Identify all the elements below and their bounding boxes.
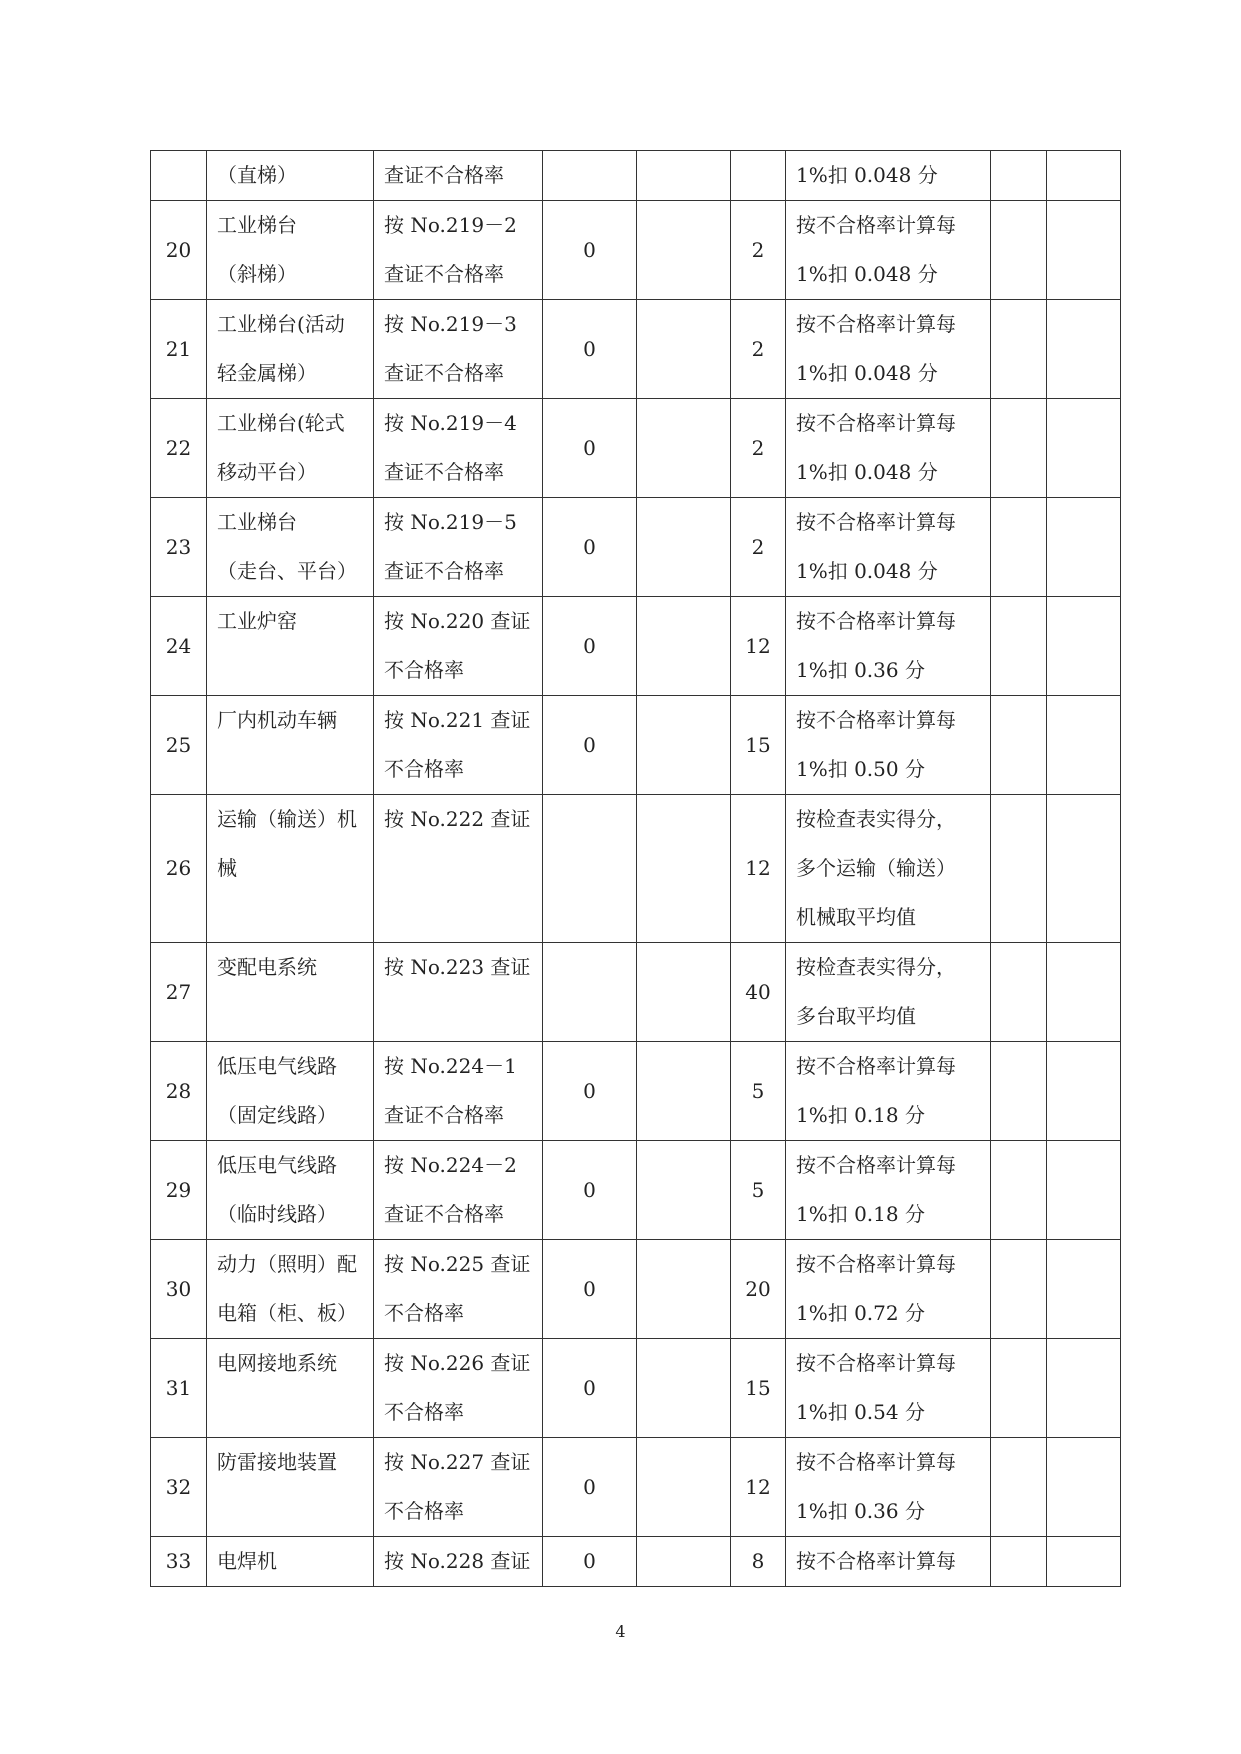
item-name [207, 696, 374, 795]
item-name-line: 厂内机动车辆 [217, 708, 337, 732]
item-name-line: 械 [217, 856, 237, 880]
empty-cell [1047, 498, 1121, 597]
empty-cell [991, 1042, 1047, 1141]
empty-cell [1047, 1042, 1121, 1141]
scoring-note-line: 1%扣 0.54 分 [796, 1400, 925, 1424]
standard-score: 12 [731, 1438, 786, 1537]
item-name-line: （斜梯） [217, 262, 297, 286]
check-method-line: 不合格率 [384, 1301, 464, 1325]
value-cell: 0 [543, 1141, 637, 1240]
value-cell [543, 151, 637, 201]
item-name-line: 工业炉窑 [217, 609, 297, 633]
value-cell [543, 795, 637, 943]
check-method [374, 151, 543, 201]
item-name [207, 1240, 374, 1339]
value-cell: 0 [543, 1438, 637, 1537]
row-number: 33 [151, 1537, 207, 1587]
empty-cell [991, 300, 1047, 399]
scoring-note [786, 1339, 991, 1438]
check-method [374, 1141, 543, 1240]
empty-cell [991, 597, 1047, 696]
scoring-note-line: 按不合格率计算每 [796, 1054, 956, 1078]
table-row [151, 597, 1121, 696]
scoring-note [786, 1141, 991, 1240]
empty-cell [991, 498, 1047, 597]
scoring-note-line: 1%扣 0.048 分 [796, 163, 938, 187]
scoring-note-line: 按不合格率计算每 [796, 609, 956, 633]
scoring-note [786, 498, 991, 597]
row-number: 20 [151, 201, 207, 300]
row-number: 32 [151, 1438, 207, 1537]
item-name [207, 597, 374, 696]
check-method [374, 795, 543, 943]
item-name-line [217, 745, 363, 794]
item-name-line: 轻金属梯） [217, 361, 317, 385]
empty-cell [637, 300, 731, 399]
scoring-note [786, 1438, 991, 1537]
row-number: 28 [151, 1042, 207, 1141]
table-row [151, 399, 1121, 498]
empty-cell [991, 696, 1047, 795]
empty-cell [991, 399, 1047, 498]
scoring-note [786, 597, 991, 696]
standard-score: 5 [731, 1042, 786, 1141]
scoring-note-line: 按不合格率计算每 [796, 411, 956, 435]
standard-score: 2 [731, 399, 786, 498]
empty-cell [637, 795, 731, 943]
check-method-line: 按 No.219－2 [384, 213, 517, 237]
scoring-note [786, 201, 991, 300]
scoring-note-line: 按不合格率计算每 [796, 1351, 956, 1375]
scoring-note-line: 多台取平均值 [796, 1004, 916, 1028]
item-name-line [217, 893, 363, 942]
scoring-note-line: 1%扣 0.048 分 [796, 262, 938, 286]
table-row [151, 795, 1121, 943]
scoring-note [786, 943, 991, 1042]
empty-cell [991, 151, 1047, 201]
table-row [151, 696, 1121, 795]
check-method [374, 1042, 543, 1141]
standard-score: 2 [731, 300, 786, 399]
scoring-note-line: 按不合格率计算每 [796, 1153, 956, 1177]
scoring-note-line: 按不合格率计算每 [796, 1450, 956, 1474]
check-method-line: 不合格率 [384, 1400, 464, 1424]
check-method-line: 按 No.226 查证 [384, 1351, 531, 1375]
scoring-note-line: 按不合格率计算每 [796, 1252, 956, 1276]
check-method-line: 按 No.222 查证 [384, 807, 531, 831]
check-method-line: 按 No.219－3 [384, 312, 517, 336]
scoring-note [786, 151, 991, 201]
row-number: 24 [151, 597, 207, 696]
item-name [207, 1537, 374, 1587]
table-body [151, 151, 1121, 1587]
table-row [151, 1438, 1121, 1537]
item-name-line: （临时线路） [217, 1202, 337, 1226]
item-name [207, 1141, 374, 1240]
standard-score: 2 [731, 498, 786, 597]
check-method-line: 不合格率 [384, 757, 464, 781]
row-number: 21 [151, 300, 207, 399]
scoring-note [786, 795, 991, 943]
row-number: 26 [151, 795, 207, 943]
table-row [151, 1141, 1121, 1240]
check-method [374, 696, 543, 795]
item-name [207, 151, 374, 201]
check-method [374, 1339, 543, 1438]
empty-cell [991, 1141, 1047, 1240]
scoring-note-line: 按不合格率计算每 [796, 213, 956, 237]
table-row [151, 201, 1121, 300]
item-name [207, 943, 374, 1042]
empty-cell [637, 1141, 731, 1240]
empty-cell [637, 1438, 731, 1537]
empty-cell [991, 795, 1047, 943]
standard-score: 5 [731, 1141, 786, 1240]
value-cell: 0 [543, 696, 637, 795]
check-method-line: 按 No.219－4 [384, 411, 517, 435]
item-name-line: 移动平台） [217, 460, 317, 484]
empty-cell [1047, 696, 1121, 795]
scoring-note-line: 1%扣 0.50 分 [796, 757, 925, 781]
item-name-line [217, 1487, 363, 1536]
item-name-line: 动力（照明）配 [217, 1252, 357, 1276]
check-method-line: 查证不合格率 [384, 163, 504, 187]
scoring-note [786, 696, 991, 795]
item-name-line: 低压电气线路 [217, 1054, 337, 1078]
table-row [151, 151, 1121, 201]
empty-cell [1047, 1438, 1121, 1537]
check-method-line: 不合格率 [384, 1499, 464, 1523]
check-method-line: 查证不合格率 [384, 460, 504, 484]
scoring-note-line: 机械取平均值 [796, 905, 916, 929]
check-method-line: 查证不合格率 [384, 1103, 504, 1127]
table-row [151, 943, 1121, 1042]
scoring-note-line: 按不合格率计算每 [796, 510, 956, 534]
check-method [374, 1537, 543, 1587]
inspection-table [150, 150, 1121, 1587]
empty-cell [637, 498, 731, 597]
check-method-line: 按 No.225 查证 [384, 1252, 531, 1276]
item-name [207, 498, 374, 597]
row-number: 27 [151, 943, 207, 1042]
table-row [151, 498, 1121, 597]
item-name [207, 201, 374, 300]
item-name-line: 防雷接地装置 [217, 1450, 337, 1474]
row-number: 25 [151, 696, 207, 795]
empty-cell [637, 597, 731, 696]
empty-cell [1047, 399, 1121, 498]
value-cell: 0 [543, 498, 637, 597]
empty-cell [637, 696, 731, 795]
empty-cell [1047, 943, 1121, 1042]
item-name [207, 300, 374, 399]
empty-cell [991, 1438, 1047, 1537]
empty-cell [991, 201, 1047, 300]
row-number: 22 [151, 399, 207, 498]
standard-score: 12 [731, 795, 786, 943]
check-method-line: 按 No.220 查证 [384, 609, 531, 633]
check-method-line: 查证不合格率 [384, 361, 504, 385]
standard-score: 40 [731, 943, 786, 1042]
check-method-line: 查证不合格率 [384, 559, 504, 583]
check-method-line [384, 992, 532, 1041]
table-row [151, 300, 1121, 399]
item-name-line: （固定线路） [217, 1103, 337, 1127]
item-name-line [217, 1388, 363, 1437]
check-method [374, 300, 543, 399]
check-method-line: 按 No.224－2 [384, 1153, 517, 1177]
standard-score: 15 [731, 696, 786, 795]
empty-cell [991, 1339, 1047, 1438]
scoring-note-line: 1%扣 0.72 分 [796, 1301, 925, 1325]
value-cell: 0 [543, 399, 637, 498]
item-name-line: 工业梯台 [217, 213, 297, 237]
check-method [374, 201, 543, 300]
empty-cell [991, 1240, 1047, 1339]
standard-score: 12 [731, 597, 786, 696]
value-cell [543, 943, 637, 1042]
check-method-line: 查证不合格率 [384, 262, 504, 286]
value-cell: 0 [543, 1240, 637, 1339]
empty-cell [991, 1537, 1047, 1587]
empty-cell [637, 1042, 731, 1141]
scoring-note-line: 1%扣 0.048 分 [796, 361, 938, 385]
check-method [374, 498, 543, 597]
table-row [151, 1042, 1121, 1141]
item-name-line: 低压电气线路 [217, 1153, 337, 1177]
scoring-note [786, 399, 991, 498]
empty-cell [1047, 151, 1121, 201]
empty-cell [1047, 1339, 1121, 1438]
empty-cell [637, 201, 731, 300]
empty-cell [1047, 1141, 1121, 1240]
scoring-note-line: 1%扣 0.36 分 [796, 658, 925, 682]
standard-score: 15 [731, 1339, 786, 1438]
scoring-note [786, 1240, 991, 1339]
check-method-line: 按 No.227 查证 [384, 1450, 531, 1474]
item-name-line: 工业梯台 [217, 510, 297, 534]
value-cell: 0 [543, 1042, 637, 1141]
scoring-note-line: 1%扣 0.18 分 [796, 1103, 925, 1127]
check-method [374, 597, 543, 696]
scoring-note-line: 按检查表实得分， [796, 807, 956, 831]
standard-score: 8 [731, 1537, 786, 1587]
empty-cell [1047, 795, 1121, 943]
item-name-line: 工业梯台(轮式 [217, 411, 345, 435]
value-cell: 0 [543, 1537, 637, 1587]
check-method [374, 1438, 543, 1537]
item-name-line: 变配电系统 [217, 955, 317, 979]
value-cell: 0 [543, 597, 637, 696]
item-name-line: 电箱（柜、板） [217, 1301, 357, 1325]
row-number: 31 [151, 1339, 207, 1438]
check-method [374, 943, 543, 1042]
empty-cell [637, 1537, 731, 1587]
item-name [207, 795, 374, 943]
check-method-line: 按 No.228 查证 [384, 1549, 531, 1573]
item-name [207, 1438, 374, 1537]
check-method [374, 1240, 543, 1339]
empty-cell [637, 943, 731, 1042]
item-name [207, 1339, 374, 1438]
scoring-note [786, 1537, 991, 1587]
check-method [374, 399, 543, 498]
empty-cell [1047, 201, 1121, 300]
scoring-note-line: 多个运输（输送） [796, 856, 956, 880]
value-cell: 0 [543, 300, 637, 399]
check-method-line: 查证不合格率 [384, 1202, 504, 1226]
standard-score: 2 [731, 201, 786, 300]
table-row [151, 1240, 1121, 1339]
row-number: 23 [151, 498, 207, 597]
empty-cell [1047, 597, 1121, 696]
row-number [151, 151, 207, 201]
scoring-note-line: 1%扣 0.18 分 [796, 1202, 925, 1226]
standard-score [731, 151, 786, 201]
empty-cell [637, 1339, 731, 1438]
scoring-note [786, 1042, 991, 1141]
page-number: 4 [615, 1622, 626, 1641]
empty-cell [637, 399, 731, 498]
empty-cell [637, 1240, 731, 1339]
row-number: 29 [151, 1141, 207, 1240]
check-method-line: 不合格率 [384, 658, 464, 682]
empty-cell [1047, 300, 1121, 399]
item-name-line: （直梯） [217, 163, 297, 187]
table-row [151, 1537, 1121, 1587]
item-name-line [217, 992, 363, 1041]
empty-cell [637, 151, 731, 201]
scoring-note-line: 1%扣 0.36 分 [796, 1499, 925, 1523]
scoring-note-line: 按不合格率计算每 [796, 708, 956, 732]
item-name-line: 运输（输送）机 [217, 807, 357, 831]
item-name-line: 电焊机 [217, 1549, 277, 1573]
scoring-note [786, 300, 991, 399]
empty-cell [1047, 1240, 1121, 1339]
scoring-note-line: 按检查表实得分， [796, 955, 956, 979]
item-name [207, 399, 374, 498]
scoring-note-line: 按不合格率计算每 [796, 312, 956, 336]
check-method-line: 按 No.224－1 [384, 1054, 517, 1078]
item-name-line [217, 646, 363, 695]
table-row [151, 1339, 1121, 1438]
value-cell: 0 [543, 201, 637, 300]
check-method-line: 按 No.221 查证 [384, 708, 531, 732]
item-name-line: 电网接地系统 [217, 1351, 337, 1375]
empty-cell [991, 943, 1047, 1042]
row-number: 30 [151, 1240, 207, 1339]
scoring-note-line: 按不合格率计算每 [796, 1549, 956, 1573]
standard-score: 20 [731, 1240, 786, 1339]
value-cell: 0 [543, 1339, 637, 1438]
item-name-line: 工业梯台(活动 [217, 312, 345, 336]
item-name [207, 1042, 374, 1141]
check-method-line: 按 No.223 查证 [384, 955, 531, 979]
scoring-note-line: 1%扣 0.048 分 [796, 559, 938, 583]
check-method-line [384, 844, 532, 893]
check-method-line [384, 893, 532, 942]
item-name-line: （走台、平台） [217, 559, 357, 583]
check-method-line: 按 No.219－5 [384, 510, 517, 534]
scoring-note-line: 1%扣 0.048 分 [796, 460, 938, 484]
empty-cell [1047, 1537, 1121, 1587]
